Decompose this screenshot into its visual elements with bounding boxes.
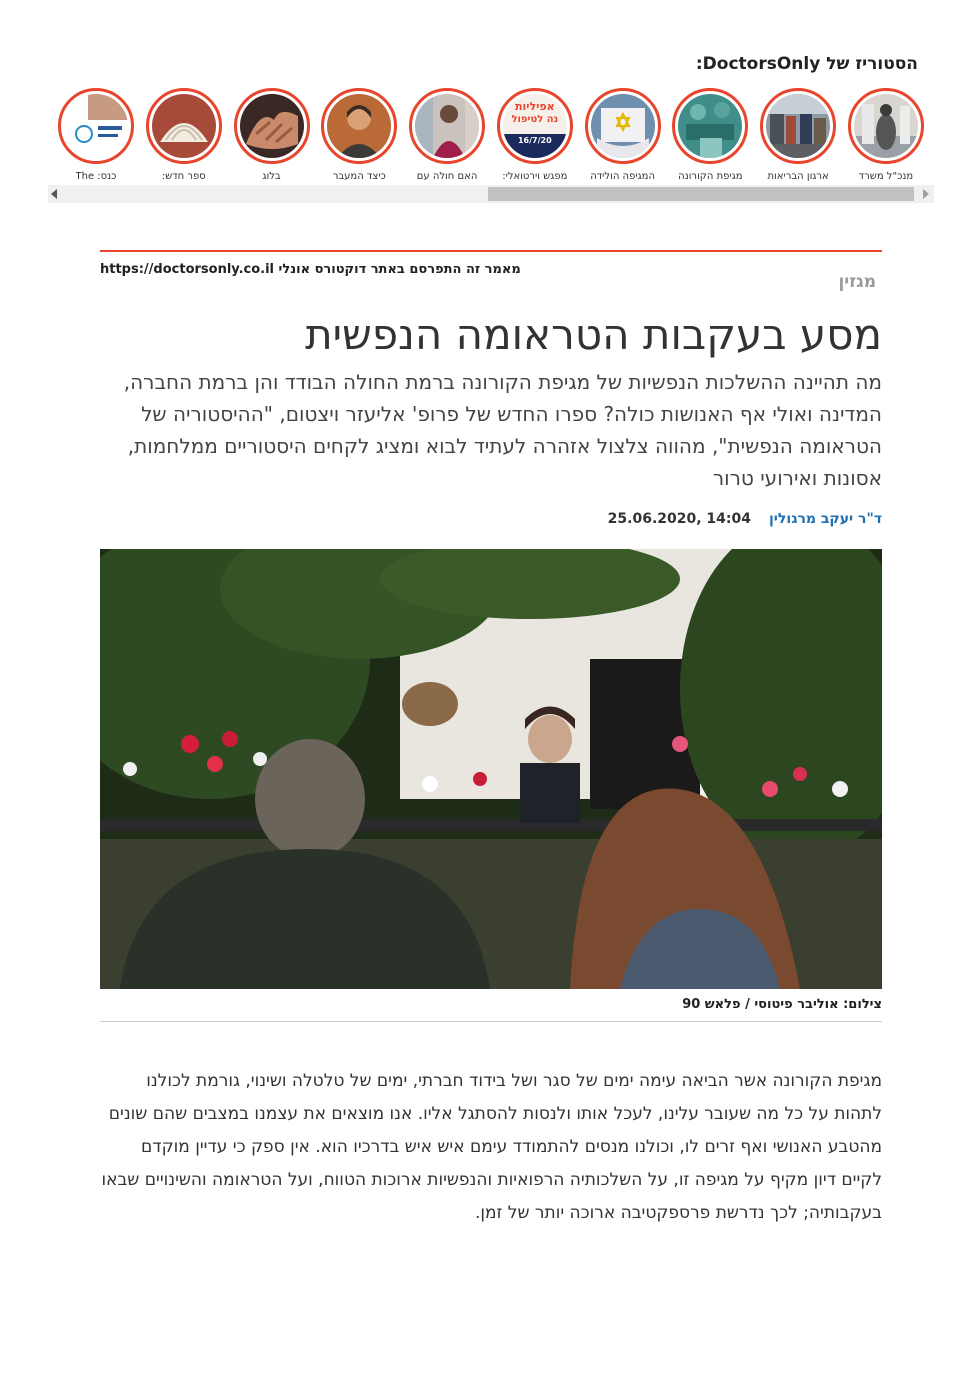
- header-divider: [100, 250, 882, 252]
- story-thumbnail: [854, 94, 918, 158]
- story-item[interactable]: [407, 88, 487, 193]
- story-ring[interactable]: [321, 88, 397, 164]
- caption-divider: [100, 1021, 882, 1022]
- webinar-badge-date: 16/7/20: [517, 136, 552, 145]
- story-label: בלוג: [262, 171, 281, 182]
- story-thumbnail: [327, 94, 391, 158]
- story-thumbnail: [415, 94, 479, 158]
- story-item[interactable]: [144, 88, 224, 193]
- story-item[interactable]: [670, 88, 750, 193]
- story-item[interactable]: [758, 88, 838, 193]
- byline: [608, 511, 882, 527]
- story-ring[interactable]: [497, 88, 573, 164]
- story-thumbnail: [503, 94, 567, 158]
- story-thumbnail: [240, 94, 304, 158]
- article-photo: [100, 549, 882, 989]
- source-notice: מאמר זה התפרסם באתר דוקטורס אונלי https://doctorsonly.co.il: [100, 262, 521, 277]
- story-item[interactable]: [56, 88, 136, 193]
- publish-date: 25.06.2020, 14:04: [607, 511, 751, 527]
- scroll-right-arrow-icon[interactable]: [923, 189, 929, 199]
- story-ring[interactable]: [234, 88, 310, 164]
- story-label: האם חולה עם: [416, 171, 478, 182]
- scroll-left-arrow-icon[interactable]: [51, 189, 57, 199]
- photo-caption: צילום: אוליבר פיטוסי / פלאש 90: [682, 997, 882, 1012]
- article-body: מגיפת הקורונה אשר הביאה עימה ימים של סגר ושל בידוד חברתי, ימים של טלטלה ושינוי, גורמת לכולנו לתהות על כל מה שעובר עלינו, לעכל אותו ולנסות להסתגל אליו. אנו מוצאים את עצמנו במצבים שהם שונים מהטבע האנושי ואף זרים לו, וכולנו מנסים להתמודד עימם איש איש בדרכיו הוא. אין ספק כי עדיין מוקדם לקיים דיון מקיף על מגיפה זו, על השלכותיה הרפואיות והנפשיות ארוכות הטווח, ועל הטראומה והשינויים שבאו בעקבותיה; לכך נדרשת פרספקטיבה ארוכה יותר של זמן.: [101, 1071, 882, 1223]
- story-ring[interactable]: [848, 88, 924, 164]
- article-headline: מסע בעקבות הטראומה הנפשית: [305, 310, 882, 359]
- story-label: כיצד המעבר: [332, 171, 386, 182]
- stories-carousel: [48, 88, 934, 193]
- section-label[interactable]: מגזין: [838, 272, 876, 292]
- story-label: מנכ"ל משרד: [858, 171, 914, 182]
- story-item[interactable]: [583, 88, 663, 193]
- webinar-badge-line1: אפיליות: [514, 100, 555, 113]
- story-thumbnail: [591, 94, 655, 158]
- story-label: מגיפת הקורונה: [678, 171, 743, 182]
- stories-scrollbar[interactable]: [48, 185, 934, 203]
- story-item[interactable]: [846, 88, 926, 193]
- story-label: ארגון הבריאות: [767, 171, 829, 182]
- story-item[interactable]: [319, 88, 399, 193]
- stories-title: הסטוריז של DoctorsOnly:: [695, 54, 918, 74]
- story-label: מפגש וירטואלי:: [502, 171, 568, 182]
- story-ring[interactable]: [58, 88, 134, 164]
- story-ring[interactable]: [672, 88, 748, 164]
- story-thumbnail: [678, 94, 742, 158]
- story-ring[interactable]: [585, 88, 661, 164]
- scrollbar-thumb[interactable]: [488, 187, 914, 201]
- story-thumbnail: [766, 94, 830, 158]
- story-ring[interactable]: [409, 88, 485, 164]
- story-ring[interactable]: [146, 88, 222, 164]
- story-thumbnail: [152, 94, 216, 158]
- story-ring[interactable]: [760, 88, 836, 164]
- story-label: ספר חדש:: [161, 171, 206, 182]
- story-label: כנס: The: [75, 171, 117, 182]
- story-thumbnail: [64, 94, 128, 158]
- story-label: המגיפה הולידה: [590, 171, 655, 182]
- story-item[interactable]: [232, 88, 312, 193]
- webinar-badge-line2: נה לטיפול: [511, 114, 559, 125]
- author-link[interactable]: ד"ר יעקב מרגולין: [768, 511, 882, 527]
- story-item[interactable]: [495, 88, 575, 193]
- article-subhead: מה תהיינה ההשלכות הנפשיות של מגיפת הקורונה ברמת החולה הבודד והן ברמת החברה, המדינה ואולי אף האנושות כולה? ספרו החדש של פרופ' אליעזר ויצטום, "ההיסטוריה של הטראומה הנפשית", מהווה צלצול אזהרה לעתיד לבוא ומציג לקחים היסטוריים ממלחמות, אסונות ואירועי טרור: [123, 370, 882, 490]
